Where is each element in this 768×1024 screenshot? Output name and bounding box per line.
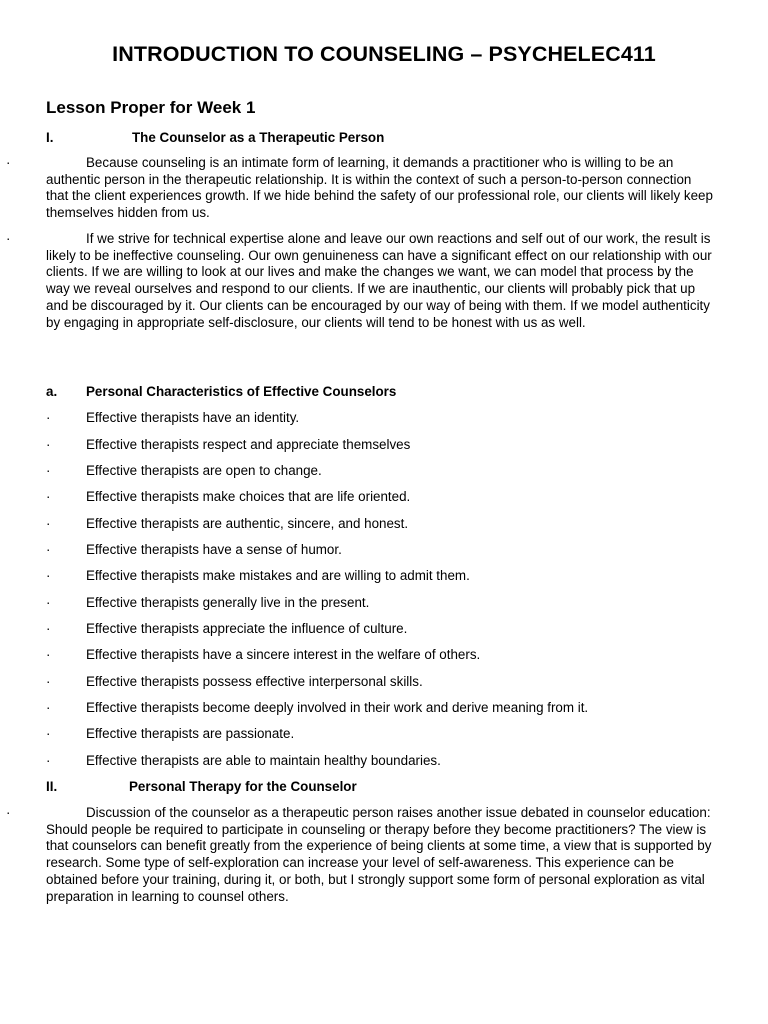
bullet-dot: · — [46, 726, 51, 741]
characteristic-text: Effective therapists are able to maintain healthy boundaries. — [86, 753, 441, 768]
characteristic-text: Effective therapists make mistakes and are willing to admit them. — [86, 568, 470, 583]
bullet-dot: · — [46, 516, 51, 531]
section-2-paragraph-1 — [6, 805, 716, 905]
bullet-dot: · — [46, 410, 51, 425]
paragraph-text: Discussion of the counselor as a therapeutic person raises another issue debated in counselor education: Should people be required to participate in counseling or therapy before they become practitioners? The view is that counselors can benefit greatly from the experience of being clients at some time, a view that is supported by research. Some type of self-exploration can increase your level of self-awareness. This experience can be obtained before your training, during it, or both, but I strongly support some form of personal exploration as vital preparation in learning to counsel others. — [46, 805, 712, 904]
bullet-dot: · — [46, 621, 51, 636]
characteristic-text: Effective therapists are passionate. — [86, 726, 295, 741]
bullet-dot: · — [46, 700, 51, 715]
section-1-title: The Counselor as a Therapeutic Person — [132, 130, 385, 145]
bullet-dot: · — [46, 463, 51, 478]
section-1-paragraph-1 — [6, 155, 716, 222]
bullet-dot: · — [46, 674, 51, 689]
subsection-a-number: a. — [46, 384, 58, 399]
characteristic-text: Effective therapists have a sense of humor. — [86, 542, 342, 557]
characteristic-text: Effective therapists make choices that are life oriented. — [86, 489, 411, 504]
characteristic-text: Effective therapists have an identity. — [86, 410, 300, 425]
bullet-dot: · — [46, 568, 51, 583]
paragraph-text: If we strive for technical expertise alone and leave our own reactions and self out of our work, the result is likely to be ineffective counseling. Our own genuineness can have a significant effect on our relationship with our clients. If we are willing to look at our lives and make the changes we want, we can model that process by the way we reveal ourselves and respond to our clients. If we are inauthentic, our clients will probably pick that up and be discouraged by it. Our clients can be encouraged by our way of being with them. If we model authenticity by engaging in appropriate self-disclosure, our clients will tend to be honest with us as well. — [46, 231, 712, 330]
subsection-a-title: Personal Characteristics of Effective Counselors — [86, 384, 397, 399]
bullet-dot: · — [46, 437, 51, 452]
characteristic-text: Effective therapists respect and appreciate themselves — [86, 437, 411, 452]
characteristic-text: Effective therapists possess effective interpersonal skills. — [86, 674, 423, 689]
document-title: INTRODUCTION TO COUNSELING – PSYCHELEC411 — [112, 42, 656, 66]
bullet-dot: · — [6, 805, 11, 820]
characteristic-text: Effective therapists have a sincere interest in the welfare of others. — [86, 647, 481, 662]
section-1-number: I. — [46, 130, 54, 145]
characteristic-text: Effective therapists appreciate the influence of culture. — [86, 621, 408, 636]
characteristic-text: Effective therapists are authentic, sincere, and honest. — [86, 516, 409, 531]
paragraph-text: Because counseling is an intimate form of learning, it demands a practitioner who is willing to be an authentic person in the therapeutic relationship. It is within the context of such a person-to-person connection that the client experiences growth. If we hide behind the safety of our professional role, our clients will likely keep themselves hidden from us. — [46, 155, 713, 221]
characteristic-text: Effective therapists are open to change. — [86, 463, 322, 478]
section-2-title: Personal Therapy for the Counselor — [129, 779, 357, 794]
section-2-number: II. — [46, 779, 58, 794]
bullet-dot: · — [46, 489, 51, 504]
bullet-dot: · — [6, 231, 11, 246]
bullet-dot: · — [46, 647, 51, 662]
section-1-paragraph-2 — [6, 231, 716, 331]
bullet-dot: · — [46, 542, 51, 557]
characteristic-text: Effective therapists generally live in the present. — [86, 595, 370, 610]
characteristic-text: Effective therapists become deeply involved in their work and derive meaning from it. — [86, 700, 589, 715]
lesson-heading: Lesson Proper for Week 1 — [46, 98, 256, 117]
bullet-dot: · — [6, 155, 11, 170]
bullet-dot: · — [46, 595, 51, 610]
bullet-dot: · — [46, 753, 51, 768]
